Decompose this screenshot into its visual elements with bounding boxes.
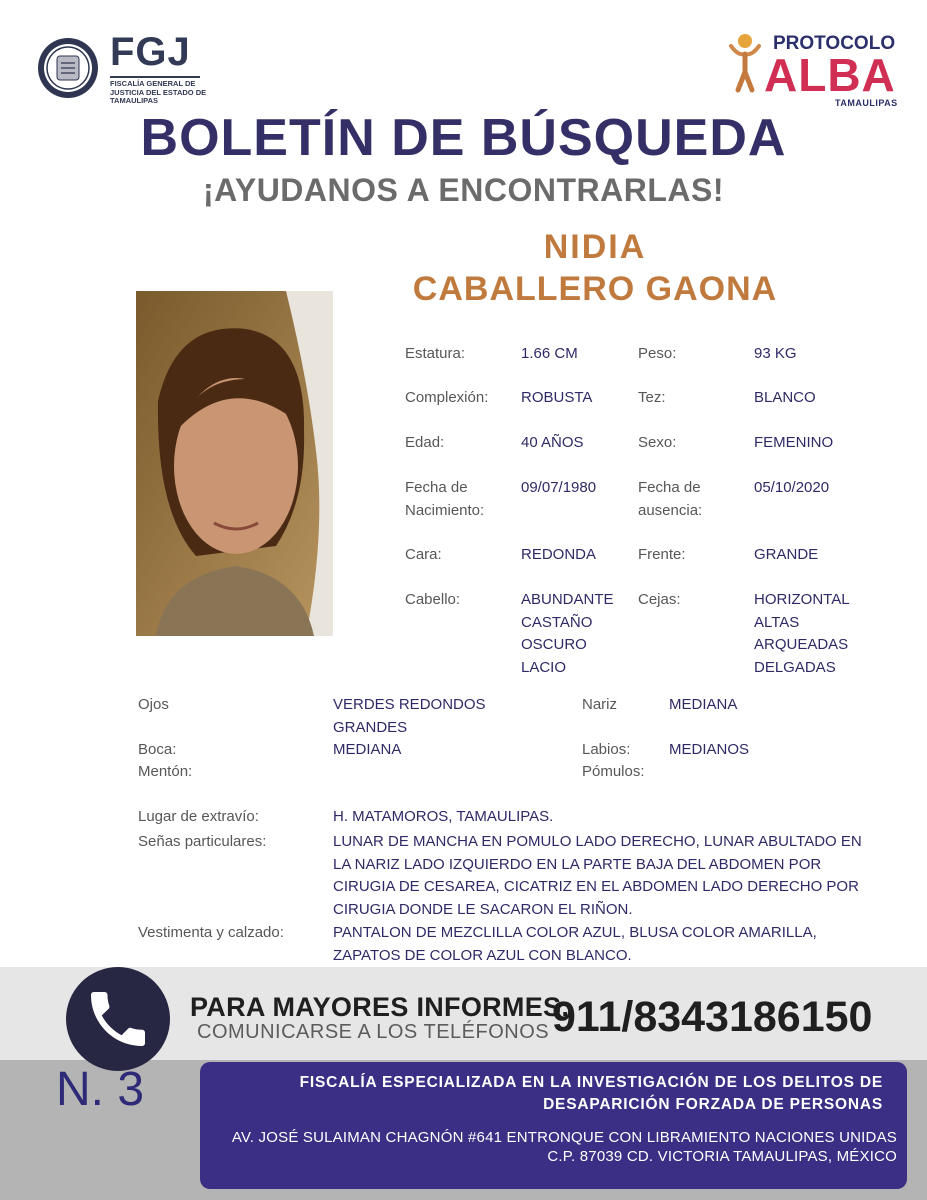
bulletin-number: N. 3 [56,1063,145,1116]
alba-logo-text: ALBA [764,49,896,101]
ojos-label: Ojos [138,696,169,713]
nariz-value: MEDIANA [669,696,738,713]
vestimenta-label: Vestimenta y calzado: [138,924,284,941]
nacimiento-value: 09/07/1980 [521,479,597,496]
sexo-label: Sexo: [638,434,677,451]
nacimiento-label [405,477,484,522]
edad-value: 40 AÑOS [521,434,584,451]
alba-figure-icon [728,32,762,94]
ausencia-label [638,477,702,522]
lugar-value: H. MATAMOROS, TAMAULIPAS. [333,808,554,825]
ausencia-value: 05/10/2020 [754,479,830,496]
cejas-value-line: HORIZONTAL [754,591,850,608]
fgj-logo-text: FGJ [110,30,191,74]
alba-state-text: TAMAULIPAS [835,98,898,108]
contact-heading: PARA MAYORES INFORMES, [190,992,570,1022]
cejas-value-line: ALTAS [754,613,800,631]
nacimiento-label-line: Nacimiento: [405,501,485,519]
cejas-value-line: ARQUEADAS [754,636,849,653]
vestimenta-value [333,922,817,967]
frente-value: GRANDE [754,546,819,563]
phone-icon [82,983,154,1055]
office-address-line: AV. JOSÉ SULAIMAN CHAGNÓN #641 ENTRONQUE CON LIBRAMIENTO NACIONES UNIDAS [231,1129,897,1146]
boca-label: Boca: [138,741,177,758]
cara-value: REDONDA [521,546,597,563]
boca-value: MEDIANA [333,741,402,758]
senas-value [333,831,862,921]
ausencia-label-line: ausencia: [638,501,703,519]
nacimiento-label-line: Fecha de [405,479,468,496]
peso-label: Peso: [638,345,677,362]
protocolo-text: PROTOCOLO [773,33,896,54]
senas-value-line: LA NARIZ LADO IZQUIERDO EN LA PARTE BAJA DEL ABDOMEN POR [333,855,822,873]
cejas-label: Cejas: [638,591,681,608]
office-address-line: C.P. 87039 CD. VICTORIA TAMAULIPAS, MÉXICO [547,1148,897,1165]
person-photo [136,291,333,636]
ojos-value-line: GRANDES [333,718,408,736]
sexo-value: FEMENINO [754,434,834,451]
pomulos-label: Pómulos: [582,763,645,780]
fgj-full-name: FISCALÍA GENERAL DE JUSTICIA DEL ESTADO DE TAMAULIPAS [110,79,207,105]
tez-value: BLANCO [754,389,816,406]
cejas-value-line: DELGADAS [754,658,836,676]
estatura-label: Estatura: [405,345,466,362]
senas-value-line: CIRUGIA DE CESAREA, CICATRIZ EN EL ABDOMEN LADO DERECHO POR [333,878,859,895]
cara-label: Cara: [405,546,442,563]
office-name-line: DESAPARICIÓN FORZADA DE PERSONAS [543,1096,883,1113]
cabello-label: Cabello: [405,591,461,608]
cabello-value-line: OSCURO [521,636,587,653]
contact-phone-number[interactable]: 911/8343186150 [552,993,873,1041]
vestimenta-value-line: ZAPATOS DE COLOR AZUL CON BLANCO. [333,946,632,964]
nariz-label: Nariz [582,696,618,713]
labios-label: Labios: [582,741,631,758]
contact-subheading: COMUNICARSE A LOS TELÉFONOS [197,1021,550,1043]
lugar-label: Lugar de extravío: [138,808,259,825]
cabello-value-line: LACIO [521,658,567,676]
complexion-value: ROBUSTA [521,389,593,406]
senas-value-line: CIRUGIA DONDE LE SACARON EL RIÑON. [333,900,633,918]
cabello-value-line: CASTAÑO [521,613,593,631]
labios-value: MEDIANOS [669,741,750,758]
ojos-value-line: VERDES REDONDOS [333,696,486,713]
edad-label: Edad: [405,434,445,451]
estatura-value: 1.66 CM [521,345,578,362]
person-first-name: NIDIA [543,228,647,266]
tez-label: Tez: [638,389,666,406]
office-name-line: FISCALÍA ESPECIALIZADA EN LA INVESTIGACIÓN DE LOS DELITOS DE [299,1074,883,1091]
fgj-logo-divider [110,76,200,78]
ausencia-label-line: Fecha de [638,479,701,496]
menton-label: Mentón: [138,763,193,780]
bulletin-subtitle: ¡AYUDANOS A ENCONTRARLAS! [203,172,724,208]
vestimenta-value-line: PANTALON DE MEZCLILLA COLOR AZUL, BLUSA COLOR AMARILLA, [333,924,817,941]
senas-label: Señas particulares: [138,833,267,850]
cabello-value [521,589,614,679]
state-seal-icon [37,37,99,99]
peso-value: 93 KG [754,345,797,362]
bulletin-title: BOLETÍN DE BÚSQUEDA [140,109,787,167]
ojos-value [333,694,486,739]
person-last-name: CABALLERO GAONA [412,270,778,308]
cejas-value [754,589,850,679]
frente-label: Frente: [638,546,686,563]
cabello-value-line: ABUNDANTE [521,591,614,608]
complexion-label: Complexión: [405,389,489,406]
senas-value-line: LUNAR DE MANCHA EN POMULO LADO DERECHO, LUNAR ABULTADO EN [333,833,862,850]
